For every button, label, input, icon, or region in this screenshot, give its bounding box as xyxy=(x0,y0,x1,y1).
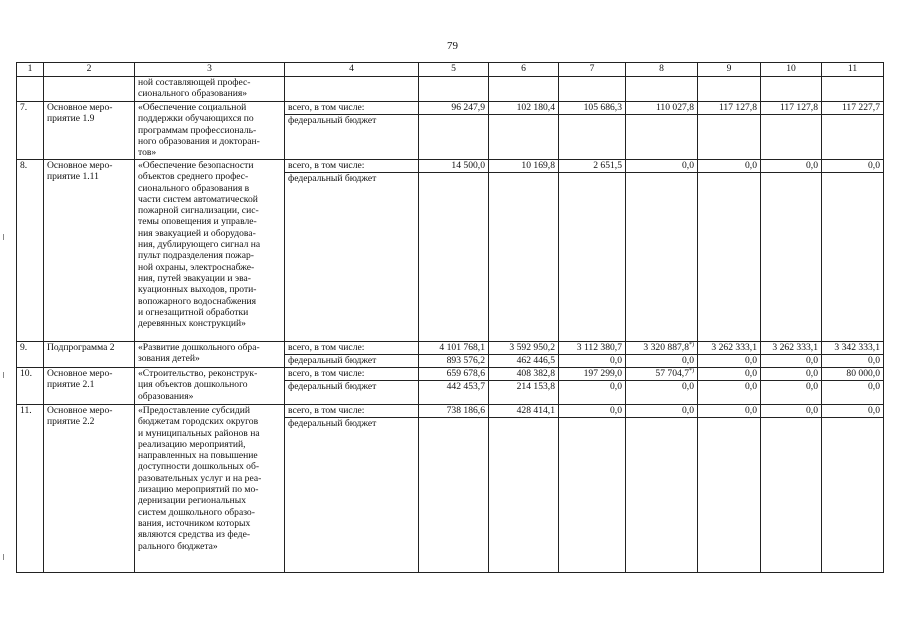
margin-mark xyxy=(3,554,4,560)
cell-description: «Развитие дошкольного обра- зования детей» xyxy=(135,342,285,368)
cell-value: 659 678,6 xyxy=(419,368,489,381)
cell-description: ной составляющей профес- сионального образования» xyxy=(135,77,285,102)
cell-value: 4 101 768,1 xyxy=(419,342,489,355)
cell-value: 0,0 xyxy=(626,405,698,418)
table-row xyxy=(17,405,884,418)
cell-value: 117 127,8 xyxy=(761,102,822,115)
cell-value: 738 186,6 xyxy=(419,405,489,418)
cell-source: всего, в том числе: xyxy=(285,405,419,418)
margin-mark xyxy=(3,372,4,378)
cell-description: «Обеспечение социальной поддержки обучающихся по программам профессиональ- ного образования и докторан- тов» xyxy=(135,102,285,160)
footnote-mark: *) xyxy=(689,367,694,374)
cell-value: 2 651,5 xyxy=(559,160,626,173)
cell-value: 428 414,1 xyxy=(489,405,559,418)
column-number: 11 xyxy=(822,63,884,77)
cell-value: 3 262 333,1 xyxy=(761,342,822,355)
cell-value: 110 027,8 xyxy=(626,102,698,115)
cell-value: 0,0 xyxy=(698,381,761,405)
column-number-row xyxy=(17,63,884,77)
cell-source: всего, в том числе: xyxy=(285,342,419,355)
cell-description: «Строительство, реконструк- ция объектов дошкольного образования» xyxy=(135,368,285,405)
cell-value: 0,0 xyxy=(698,355,761,368)
table-row xyxy=(17,368,884,381)
cell-name: Основное меро- приятие 2.2 xyxy=(44,405,135,573)
cell-value: 0,0 xyxy=(761,160,822,173)
cell-value: 105 686,3 xyxy=(559,102,626,115)
column-number: 4 xyxy=(285,63,419,77)
cell-value: 442 453,7 xyxy=(419,381,489,405)
cell-value: 0,0 xyxy=(626,160,698,173)
cell-value: 96 247,9 xyxy=(419,102,489,115)
cell-index: 7. xyxy=(17,102,44,160)
cell-value: 408 382,8 xyxy=(489,368,559,381)
cell-value: 214 153,8 xyxy=(489,381,559,405)
cell-source: всего, в том числе: xyxy=(285,102,419,115)
column-number: 8 xyxy=(626,63,698,77)
cell-name: Подпрограмма 2 xyxy=(44,342,135,368)
program-funding-table xyxy=(16,62,884,573)
cell-value: 0,0 xyxy=(761,355,822,368)
cell-value: 10 169,8 xyxy=(489,160,559,173)
cell-value: 0,0 xyxy=(822,355,884,368)
cell-value: 3 262 333,1 xyxy=(698,342,761,355)
column-number: 9 xyxy=(698,63,761,77)
margin-mark xyxy=(3,234,4,240)
cell-source: всего, в том числе: xyxy=(285,368,419,381)
column-number: 2 xyxy=(44,63,135,77)
cell-value: 57 704,7*) xyxy=(626,368,698,381)
cell-value: 0,0 xyxy=(761,405,822,418)
cell-value: 462 446,5 xyxy=(489,355,559,368)
cell-value: 0,0 xyxy=(761,381,822,405)
cell-source: федеральный бюджет xyxy=(285,355,419,368)
footnote-mark: *) xyxy=(689,341,694,348)
cell-value: 0,0 xyxy=(559,405,626,418)
cell-source: федеральный бюджет xyxy=(285,418,419,573)
cell-index: 11. xyxy=(17,405,44,573)
cell-description: «Обеспечение безопасности объектов среднего профес- сионального образования в части систем автоматической пожарной сигнализации, сис- темы оповещения и управле- ния эвакуацией и оборудова- ния, дублирующего сигнал на пульт подразделения пожар- ной охраны, электроснабже- ния, путей эвакуации и эва- куационных выходов, проти- вопожарного водоснабжения и огнезащитной обработки деревянных конструкций» xyxy=(135,160,285,342)
cell-value: 0,0 xyxy=(761,368,822,381)
cell-value: 0,0 xyxy=(822,381,884,405)
cell-index: 8. xyxy=(17,160,44,342)
cell-source: федеральный бюджет xyxy=(285,381,419,405)
cell-value: 14 500,0 xyxy=(419,160,489,173)
cell-index: 10. xyxy=(17,368,44,405)
table-row xyxy=(17,160,884,173)
column-number: 3 xyxy=(135,63,285,77)
column-number: 10 xyxy=(761,63,822,77)
cell-source: федеральный бюджет xyxy=(285,173,419,342)
cell-value: 197 299,0 xyxy=(559,368,626,381)
cell-value: 0,0 xyxy=(822,405,884,418)
cell-value: 0,0 xyxy=(626,381,698,405)
cell-value: 3 592 950,2 xyxy=(489,342,559,355)
cell-name: Основное меро- приятие 2.1 xyxy=(44,368,135,405)
cell-value: 0,0 xyxy=(559,355,626,368)
cell-description: «Предоставление субсидий бюджетам городских округов и муниципальных районов на реализацию мероприятий, направленных на повышение доступности дошкольных об- разовательных услуг и на реа- лизацию мероприятий по мо- дернизации региональных систем дошкольного образо- вания, источником которых являются средства из феде- рального бюджета» xyxy=(135,405,285,573)
cell-value: 102 180,4 xyxy=(489,102,559,115)
cell-value: 117 127,8 xyxy=(698,102,761,115)
table-row xyxy=(17,342,884,355)
cell-value: 0,0 xyxy=(698,160,761,173)
cell-value: 0,0 xyxy=(822,160,884,173)
column-number: 7 xyxy=(559,63,626,77)
column-number: 5 xyxy=(419,63,489,77)
table-row xyxy=(17,77,884,102)
cell-name: Основное меро- приятие 1.9 xyxy=(44,102,135,160)
column-number: 6 xyxy=(489,63,559,77)
cell-index: 9. xyxy=(17,342,44,368)
cell-value: 0,0 xyxy=(559,381,626,405)
cell-value: 0,0 xyxy=(698,368,761,381)
cell-value: 117 227,7 xyxy=(822,102,884,115)
cell-source: федеральный бюджет xyxy=(285,115,419,160)
table-row xyxy=(17,102,884,115)
cell-value: 0,0 xyxy=(698,405,761,418)
cell-value: 0,0 xyxy=(626,355,698,368)
cell-value: 3 342 333,1 xyxy=(822,342,884,355)
page-number: 79 xyxy=(447,40,458,52)
cell-value: 3 112 380,7 xyxy=(559,342,626,355)
cell-name: Основное меро- приятие 1.11 xyxy=(44,160,135,342)
cell-source: всего, в том числе: xyxy=(285,160,419,173)
cell-value: 893 576,2 xyxy=(419,355,489,368)
cell-value: 80 000,0 xyxy=(822,368,884,381)
cell-value: 3 320 887,8*) xyxy=(626,342,698,355)
column-number: 1 xyxy=(17,63,44,77)
